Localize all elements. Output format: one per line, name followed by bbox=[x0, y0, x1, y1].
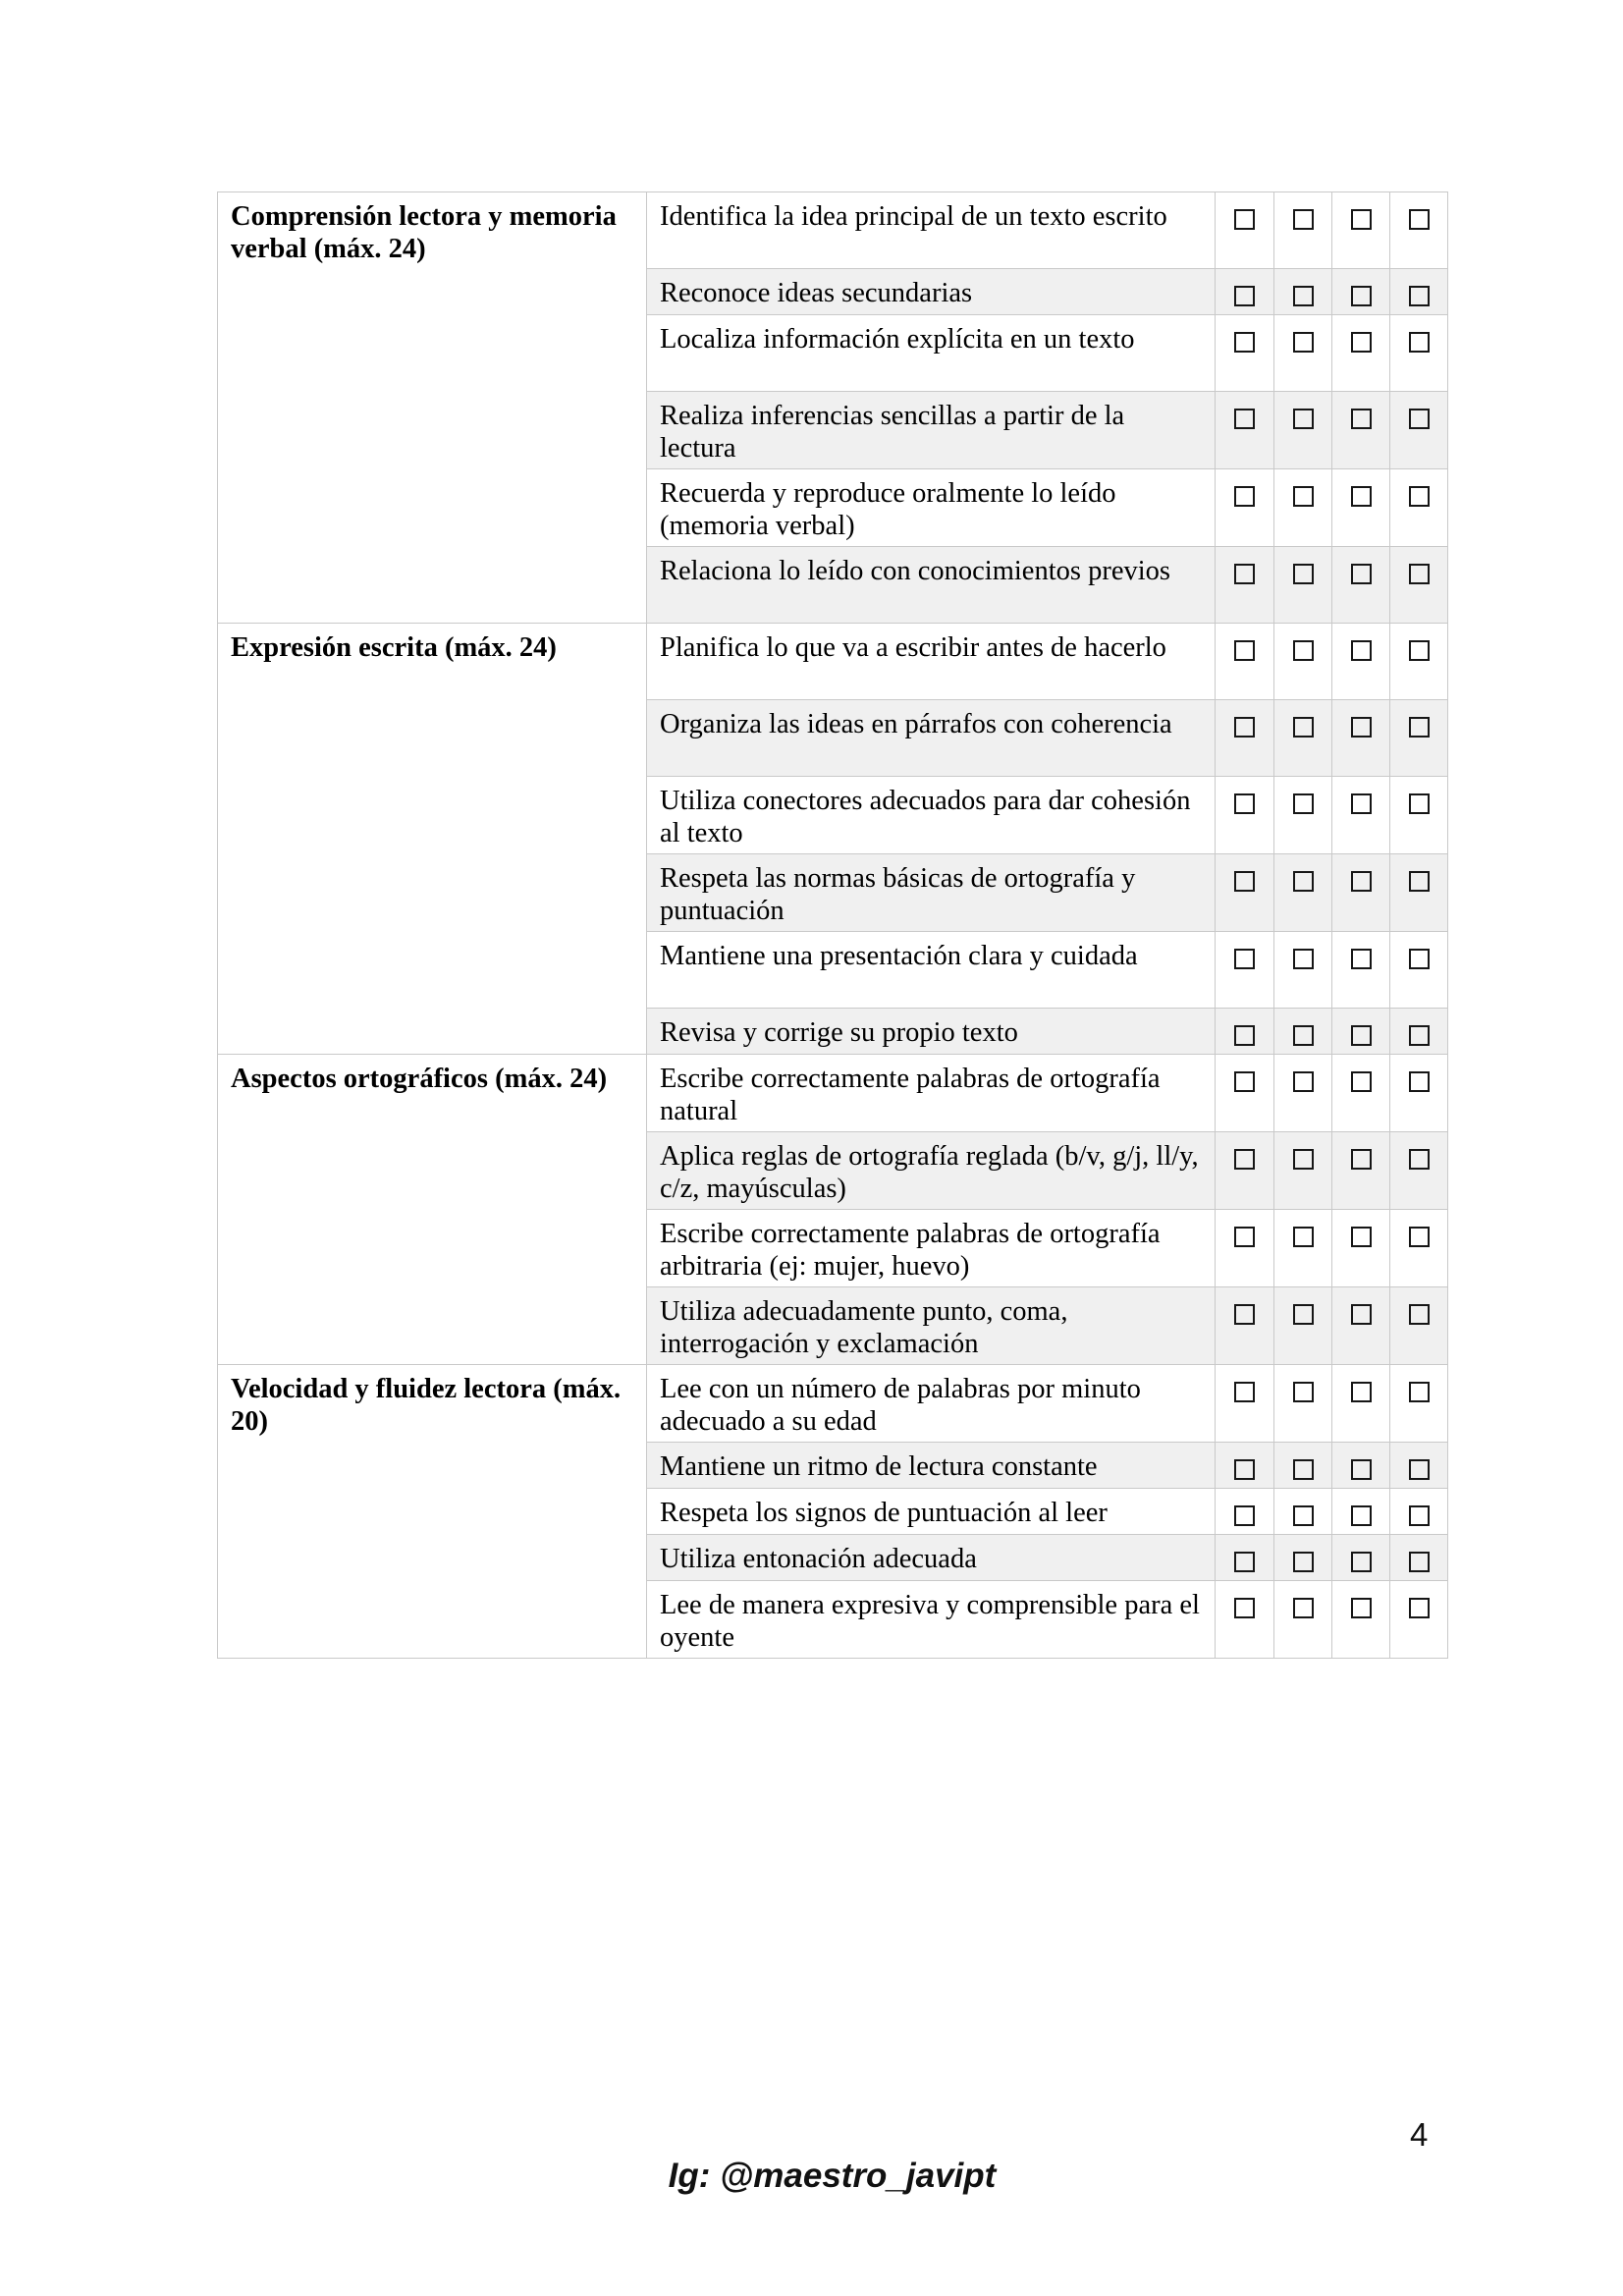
checkbox-cell bbox=[1274, 1132, 1332, 1210]
checkbox-icon[interactable] bbox=[1351, 1382, 1372, 1402]
checkbox-icon[interactable] bbox=[1234, 1459, 1255, 1480]
checkbox-cell bbox=[1216, 1132, 1274, 1210]
criterion-cell: Revisa y corrige su propio texto bbox=[647, 1009, 1216, 1055]
checkbox-cell bbox=[1216, 315, 1274, 392]
checkbox-cell bbox=[1216, 1210, 1274, 1287]
checkbox-icon[interactable] bbox=[1234, 564, 1255, 584]
checkbox-cell bbox=[1274, 315, 1332, 392]
rubric-table-container bbox=[217, 191, 1448, 1659]
checkbox-icon[interactable] bbox=[1293, 1552, 1314, 1572]
checkbox-cell bbox=[1274, 1581, 1332, 1659]
category-cell: Aspectos ortográficos (máx. 24) bbox=[218, 1055, 647, 1365]
checkbox-icon[interactable] bbox=[1234, 640, 1255, 661]
checkbox-icon[interactable] bbox=[1293, 1505, 1314, 1526]
checkbox-icon[interactable] bbox=[1409, 1552, 1430, 1572]
checkbox-icon[interactable] bbox=[1234, 332, 1255, 353]
checkbox-icon[interactable] bbox=[1234, 1149, 1255, 1170]
checkbox-icon[interactable] bbox=[1351, 486, 1372, 507]
checkbox-cell bbox=[1216, 1535, 1274, 1581]
checkbox-icon[interactable] bbox=[1409, 409, 1430, 429]
checkbox-icon[interactable] bbox=[1293, 871, 1314, 892]
criterion-cell: Utiliza entonación adecuada bbox=[647, 1535, 1216, 1581]
checkbox-cell bbox=[1216, 1287, 1274, 1365]
checkbox-icon[interactable] bbox=[1293, 286, 1314, 306]
checkbox-icon[interactable] bbox=[1351, 1071, 1372, 1092]
instagram-handle: Ig: @maestro_javipt bbox=[668, 2157, 997, 2195]
criterion-cell: Escribe correctamente palabras de ortografía arbitraria (ej: mujer, huevo) bbox=[647, 1210, 1216, 1287]
checkbox-icon[interactable] bbox=[1409, 564, 1430, 584]
checkbox-icon[interactable] bbox=[1351, 717, 1372, 738]
checkbox-icon[interactable] bbox=[1409, 486, 1430, 507]
checkbox-cell bbox=[1390, 469, 1448, 547]
page-number: 4 bbox=[1410, 2116, 1429, 2153]
checkbox-icon[interactable] bbox=[1351, 332, 1372, 353]
checkbox-cell bbox=[1390, 932, 1448, 1009]
criterion-cell: Mantiene un ritmo de lectura constante bbox=[647, 1443, 1216, 1489]
checkbox-cell bbox=[1216, 392, 1274, 469]
checkbox-cell bbox=[1390, 1055, 1448, 1132]
checkbox-cell bbox=[1390, 700, 1448, 777]
criterion-cell: Relaciona lo leído con conocimientos previos bbox=[647, 547, 1216, 624]
checkbox-cell bbox=[1216, 547, 1274, 624]
checkbox-cell bbox=[1274, 1365, 1332, 1443]
table-row bbox=[218, 192, 1448, 269]
checkbox-icon[interactable] bbox=[1293, 209, 1314, 230]
checkbox-icon[interactable] bbox=[1293, 1382, 1314, 1402]
checkbox-cell bbox=[1274, 854, 1332, 932]
criterion-cell: Respeta los signos de puntuación al leer bbox=[647, 1489, 1216, 1535]
checkbox-icon[interactable] bbox=[1351, 1304, 1372, 1325]
checkbox-cell bbox=[1390, 392, 1448, 469]
checkbox-cell bbox=[1216, 854, 1274, 932]
checkbox-cell bbox=[1274, 1009, 1332, 1055]
checkbox-cell bbox=[1390, 1132, 1448, 1210]
checkbox-cell bbox=[1216, 1009, 1274, 1055]
checkbox-icon[interactable] bbox=[1351, 1598, 1372, 1618]
checkbox-cell bbox=[1390, 547, 1448, 624]
checkbox-cell bbox=[1332, 1287, 1390, 1365]
checkbox-cell bbox=[1332, 700, 1390, 777]
checkbox-icon[interactable] bbox=[1293, 1149, 1314, 1170]
checkbox-cell bbox=[1390, 1535, 1448, 1581]
criterion-cell: Utiliza adecuadamente punto, coma, interrogación y exclamación bbox=[647, 1287, 1216, 1365]
checkbox-icon[interactable] bbox=[1409, 1071, 1430, 1092]
checkbox-icon[interactable] bbox=[1234, 949, 1255, 969]
checkbox-cell bbox=[1332, 269, 1390, 315]
checkbox-cell bbox=[1332, 1581, 1390, 1659]
checkbox-icon[interactable] bbox=[1409, 332, 1430, 353]
checkbox-icon[interactable] bbox=[1351, 640, 1372, 661]
checkbox-cell bbox=[1332, 854, 1390, 932]
checkbox-icon[interactable] bbox=[1409, 1505, 1430, 1526]
checkbox-icon[interactable] bbox=[1234, 793, 1255, 814]
checkbox-icon[interactable] bbox=[1409, 1304, 1430, 1325]
checkbox-cell bbox=[1274, 469, 1332, 547]
checkbox-cell bbox=[1332, 1132, 1390, 1210]
checkbox-cell bbox=[1216, 932, 1274, 1009]
checkbox-cell bbox=[1274, 1210, 1332, 1287]
checkbox-icon[interactable] bbox=[1409, 717, 1430, 738]
criterion-cell: Lee con un número de palabras por minuto adecuado a su edad bbox=[647, 1365, 1216, 1443]
criterion-cell: Reconoce ideas secundarias bbox=[647, 269, 1216, 315]
checkbox-icon[interactable] bbox=[1351, 793, 1372, 814]
criterion-cell: Respeta las normas básicas de ortografía y puntuación bbox=[647, 854, 1216, 932]
checkbox-cell bbox=[1274, 1489, 1332, 1535]
checkbox-cell bbox=[1216, 269, 1274, 315]
criterion-cell: Identifica la idea principal de un texto escrito bbox=[647, 192, 1216, 269]
checkbox-cell bbox=[1274, 777, 1332, 854]
checkbox-icon[interactable] bbox=[1351, 1025, 1372, 1046]
checkbox-icon[interactable] bbox=[1351, 1227, 1372, 1247]
criterion-cell: Recuerda y reproduce oralmente lo leído (memoria verbal) bbox=[647, 469, 1216, 547]
checkbox-icon[interactable] bbox=[1409, 1149, 1430, 1170]
checkbox-icon[interactable] bbox=[1293, 564, 1314, 584]
checkbox-icon[interactable] bbox=[1234, 486, 1255, 507]
checkbox-cell bbox=[1216, 1443, 1274, 1489]
checkbox-cell bbox=[1390, 1210, 1448, 1287]
checkbox-cell bbox=[1332, 1535, 1390, 1581]
checkbox-icon[interactable] bbox=[1293, 1459, 1314, 1480]
checkbox-cell bbox=[1390, 192, 1448, 269]
checkbox-icon[interactable] bbox=[1293, 486, 1314, 507]
criterion-cell: Localiza información explícita en un texto bbox=[647, 315, 1216, 392]
checkbox-cell bbox=[1216, 1581, 1274, 1659]
checkbox-cell bbox=[1274, 1055, 1332, 1132]
checkbox-cell bbox=[1216, 469, 1274, 547]
checkbox-icon[interactable] bbox=[1234, 1025, 1255, 1046]
criterion-cell: Aplica reglas de ortografía reglada (b/v, g/j, ll/y, c/z, mayúsculas) bbox=[647, 1132, 1216, 1210]
checkbox-cell bbox=[1390, 269, 1448, 315]
category-cell: Comprensión lectora y memoria verbal (máx. 24) bbox=[218, 192, 647, 624]
checkbox-cell bbox=[1274, 1287, 1332, 1365]
checkbox-icon[interactable] bbox=[1234, 1071, 1255, 1092]
checkbox-icon[interactable] bbox=[1409, 949, 1430, 969]
checkbox-cell bbox=[1332, 547, 1390, 624]
criterion-cell: Escribe correctamente palabras de ortografía natural bbox=[647, 1055, 1216, 1132]
checkbox-cell bbox=[1332, 932, 1390, 1009]
checkbox-cell bbox=[1332, 469, 1390, 547]
checkbox-cell bbox=[1390, 1287, 1448, 1365]
checkbox-cell bbox=[1390, 777, 1448, 854]
checkbox-icon[interactable] bbox=[1234, 1598, 1255, 1618]
checkbox-icon[interactable] bbox=[1409, 286, 1430, 306]
checkbox-icon[interactable] bbox=[1351, 1505, 1372, 1526]
checkbox-icon[interactable] bbox=[1234, 1505, 1255, 1526]
checkbox-icon[interactable] bbox=[1351, 409, 1372, 429]
criterion-cell: Mantiene una presentación clara y cuidada bbox=[647, 932, 1216, 1009]
criterion-cell: Realiza inferencias sencillas a partir de la lectura bbox=[647, 392, 1216, 469]
checkbox-icon[interactable] bbox=[1234, 871, 1255, 892]
checkbox-icon[interactable] bbox=[1293, 1025, 1314, 1046]
checkbox-icon[interactable] bbox=[1409, 640, 1430, 661]
criterion-cell: Planifica lo que va a escribir antes de hacerlo bbox=[647, 624, 1216, 700]
checkbox-cell bbox=[1332, 1489, 1390, 1535]
evaluation-rubric-table bbox=[217, 191, 1448, 1659]
checkbox-icon[interactable] bbox=[1234, 286, 1255, 306]
checkbox-icon[interactable] bbox=[1351, 1459, 1372, 1480]
checkbox-icon[interactable] bbox=[1234, 717, 1255, 738]
criterion-cell: Organiza las ideas en párrafos con coherencia bbox=[647, 700, 1216, 777]
checkbox-cell bbox=[1332, 1009, 1390, 1055]
checkbox-cell bbox=[1332, 1443, 1390, 1489]
checkbox-cell bbox=[1274, 392, 1332, 469]
checkbox-cell bbox=[1274, 192, 1332, 269]
category-cell: Expresión escrita (máx. 24) bbox=[218, 624, 647, 1055]
checkbox-cell bbox=[1274, 1443, 1332, 1489]
table-row bbox=[218, 624, 1448, 700]
checkbox-icon[interactable] bbox=[1409, 1598, 1430, 1618]
checkbox-cell bbox=[1390, 315, 1448, 392]
checkbox-icon[interactable] bbox=[1234, 1552, 1255, 1572]
checkbox-icon[interactable] bbox=[1409, 793, 1430, 814]
checkbox-icon[interactable] bbox=[1293, 1071, 1314, 1092]
checkbox-icon[interactable] bbox=[1409, 871, 1430, 892]
checkbox-icon[interactable] bbox=[1293, 409, 1314, 429]
checkbox-cell bbox=[1332, 1210, 1390, 1287]
table-row bbox=[218, 1055, 1448, 1132]
checkbox-icon[interactable] bbox=[1409, 1025, 1430, 1046]
checkbox-cell bbox=[1274, 269, 1332, 315]
checkbox-cell bbox=[1390, 624, 1448, 700]
checkbox-cell bbox=[1216, 700, 1274, 777]
checkbox-icon[interactable] bbox=[1234, 209, 1255, 230]
checkbox-icon[interactable] bbox=[1293, 640, 1314, 661]
table-row bbox=[218, 1365, 1448, 1443]
checkbox-cell bbox=[1274, 1535, 1332, 1581]
criterion-cell: Lee de manera expresiva y comprensible para el oyente bbox=[647, 1581, 1216, 1659]
checkbox-icon[interactable] bbox=[1293, 793, 1314, 814]
checkbox-cell bbox=[1216, 777, 1274, 854]
checkbox-cell bbox=[1274, 932, 1332, 1009]
checkbox-cell bbox=[1216, 624, 1274, 700]
checkbox-icon[interactable] bbox=[1351, 1149, 1372, 1170]
checkbox-icon[interactable] bbox=[1234, 1227, 1255, 1247]
checkbox-cell bbox=[1216, 1055, 1274, 1132]
checkbox-icon[interactable] bbox=[1351, 949, 1372, 969]
checkbox-cell bbox=[1274, 700, 1332, 777]
checkbox-cell bbox=[1390, 1009, 1448, 1055]
checkbox-cell bbox=[1332, 192, 1390, 269]
checkbox-cell bbox=[1332, 315, 1390, 392]
checkbox-icon[interactable] bbox=[1293, 332, 1314, 353]
checkbox-cell bbox=[1216, 1489, 1274, 1535]
checkbox-cell bbox=[1216, 192, 1274, 269]
checkbox-cell bbox=[1216, 1365, 1274, 1443]
checkbox-cell bbox=[1332, 624, 1390, 700]
checkbox-icon[interactable] bbox=[1293, 1598, 1314, 1618]
checkbox-cell bbox=[1274, 547, 1332, 624]
checkbox-icon[interactable] bbox=[1234, 1382, 1255, 1402]
checkbox-icon[interactable] bbox=[1234, 1304, 1255, 1325]
checkbox-cell bbox=[1332, 392, 1390, 469]
checkbox-cell bbox=[1332, 1055, 1390, 1132]
checkbox-icon[interactable] bbox=[1351, 286, 1372, 306]
checkbox-icon[interactable] bbox=[1409, 1382, 1430, 1402]
checkbox-icon[interactable] bbox=[1293, 949, 1314, 969]
checkbox-icon[interactable] bbox=[1293, 1227, 1314, 1247]
checkbox-cell bbox=[1390, 1365, 1448, 1443]
checkbox-cell bbox=[1390, 1489, 1448, 1535]
checkbox-icon[interactable] bbox=[1293, 1304, 1314, 1325]
category-cell: Velocidad y fluidez lectora (máx. 20) bbox=[218, 1365, 647, 1659]
checkbox-icon[interactable] bbox=[1351, 1552, 1372, 1572]
checkbox-cell bbox=[1390, 854, 1448, 932]
checkbox-icon[interactable] bbox=[1351, 871, 1372, 892]
checkbox-cell bbox=[1390, 1443, 1448, 1489]
checkbox-icon[interactable] bbox=[1234, 409, 1255, 429]
checkbox-icon[interactable] bbox=[1409, 209, 1430, 230]
checkbox-icon[interactable] bbox=[1293, 717, 1314, 738]
checkbox-cell bbox=[1332, 1365, 1390, 1443]
criterion-cell: Utiliza conectores adecuados para dar cohesión al texto bbox=[647, 777, 1216, 854]
checkbox-icon[interactable] bbox=[1351, 564, 1372, 584]
checkbox-icon[interactable] bbox=[1351, 209, 1372, 230]
checkbox-cell bbox=[1332, 777, 1390, 854]
checkbox-cell bbox=[1390, 1581, 1448, 1659]
checkbox-cell bbox=[1274, 624, 1332, 700]
checkbox-icon[interactable] bbox=[1409, 1459, 1430, 1480]
checkbox-icon[interactable] bbox=[1409, 1227, 1430, 1247]
